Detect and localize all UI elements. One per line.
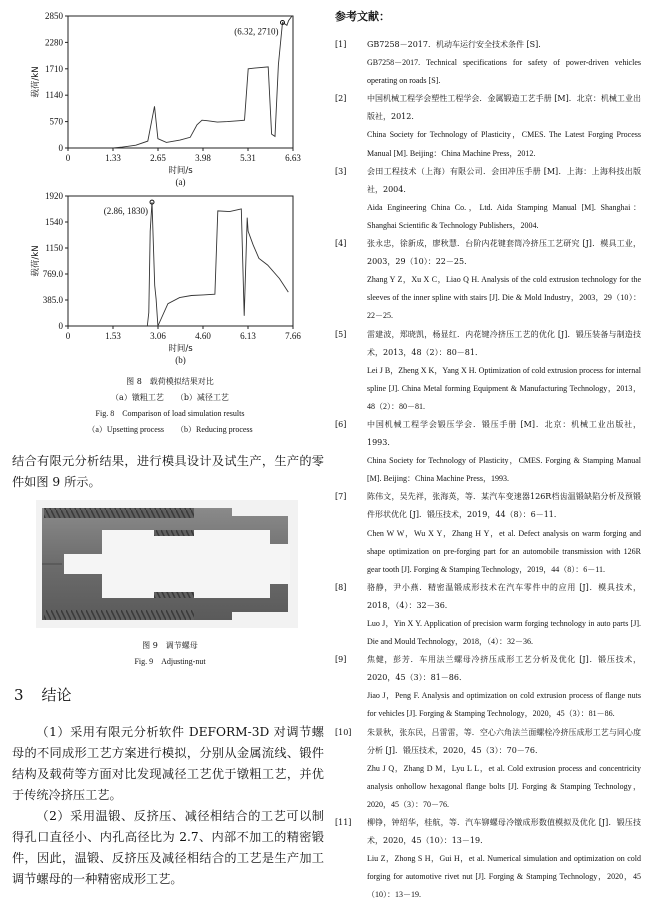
x-tick-label: 7.66: [285, 331, 301, 341]
reference-body: [367, 90, 641, 162]
reference-text-en: Zhu J Q，Zhang D M，Lyu L L，et al. Cold extrusion process and concentricity analysis onhollow hexagonal flange bolts [J]. Forging & Stamping Technology，2020，45（3）：70－76.: [367, 763, 641, 809]
reference-number: [8]: [335, 582, 347, 592]
reference-body: [367, 163, 641, 235]
reference-text-cn: 中国机械工程学会锻压学会．锻压手册 [M]．北京：机械工业出版社，1993．: [367, 419, 641, 448]
y-tick-label: 385.0: [42, 295, 63, 305]
reference-body: [367, 235, 641, 325]
reference-body: [367, 326, 641, 416]
reference-item: [335, 235, 641, 325]
reference-body: [367, 724, 641, 814]
reference-number: [4]: [335, 239, 347, 249]
y-tick-label: 1150: [45, 243, 63, 253]
references-list: [335, 36, 641, 905]
figure-8-subcaption-en: （a）Upsetting process （b）Reducing process: [87, 425, 253, 434]
reference-text-cn: 焦健，彭芳．车用法兰螺母冷挤压成形工艺分析及优化 [J]．锻压技术，2020，45（3）：81－86．: [367, 655, 641, 683]
reference-item: [335, 651, 641, 723]
figure-8-subcaption-cn: （a）镦粗工艺 （b）减径工艺: [111, 393, 229, 402]
subfigure-label: (b): [175, 355, 186, 365]
subfigure-label: (a): [175, 177, 186, 187]
chart-a-svg: [28, 8, 301, 187]
y-tick-label: 0: [58, 321, 63, 331]
reference-text-cn: 骆静，尹小燕．精密温锻成形技术在汽车零件中的应用 [J]．模具技术，2018，（4）：32－36．: [367, 582, 641, 610]
reference-text-cn: 陈伟文，吴先祥，张海英，等．某汽车变速器126R档齿温锻缺陷分析及预锻件形状优化 [J]．锻压技术，2019，44（8）：6－11．: [367, 492, 641, 520]
annotation-label: (6.32, 2710): [234, 26, 279, 37]
reference-text-cn: 会田工程技术（上海）有限公司．会田冲压手册 [M]．上海：上海科技出版社，2004．: [367, 166, 641, 194]
section-number: 3: [14, 686, 24, 704]
y-tick-label: 0: [58, 143, 63, 153]
reference-text-en: China Society for Technology of Plasticity，CMES. The Latest Forging Process Manual [M]. Beijing：China Machine Press，2012.: [367, 130, 641, 158]
y-tick-label: 570: [49, 116, 63, 127]
reference-number: [7]: [335, 492, 347, 502]
reference-body: [367, 651, 641, 723]
reference-item: [335, 326, 641, 416]
y-tick-label: 1140: [45, 90, 63, 101]
reference-text-cn: 朱景秋，张东民，吕雷雷，等．空心六角法兰面螺栓冷挤压成形工艺与同心度分析 [J]．锻压技术，2020，45（3）：70－76．: [367, 727, 641, 755]
x-tick-label: 3.06: [150, 331, 166, 341]
x-tick-label: 0: [65, 331, 71, 341]
reference-text-cn: 中国机械工程学会塑性工程学会．金属锻造工艺手册 [M]．北京：机械工业出版社，2012．: [367, 94, 641, 122]
reference-text-en: China Society for Technology of Plasticity，CMES. Forging & Stamping Manual [M]. Beijing：China Machine Press，1993.: [367, 456, 641, 484]
reference-number: [2]: [335, 94, 347, 104]
reference-item: [335, 579, 641, 651]
reference-text-en: Lei J B，Zheng X K，Yang X H. Optimization of cold extrusion process for internal spline [J]. China Metal forming Equipment & Manufacturing Technology，2013，48（2）：80－81.: [367, 365, 641, 411]
x-axis-label: 时间/s: [168, 166, 193, 176]
results-paragraph: 结合有限元分析结果，进行模具设计及试生产，生产的零件如图 9 所示。: [12, 454, 324, 489]
reference-item: [335, 416, 641, 488]
reference-body: [367, 814, 641, 904]
reference-item: [335, 163, 641, 235]
reference-text-en: Luo J，Yin X Y. Application of precision warm forging technology in auto parts [J]. Die and Mould Technology，2018，（4）：32－36.: [367, 619, 641, 647]
reference-text-en: Chen W W，Wu X Y，Zhang H Y，et al. Defect analysis on warm forging and shape optimization on pre-forging part for an automobile transmission with 126R gear tooth [J]. Forging & Stamping Technology，2019，44（8）：6－11.: [367, 528, 641, 574]
section-title: 结论: [41, 686, 72, 704]
x-tick-label: 2.65: [150, 153, 166, 163]
x-tick-label: 1.33: [105, 153, 121, 163]
x-tick-label: 4.60: [195, 331, 211, 341]
x-tick-label: 0: [65, 153, 71, 163]
figure-8b-chart: [28, 190, 301, 366]
reference-item: [335, 488, 641, 578]
reference-number: [3]: [335, 166, 347, 176]
adjusting-nut-photo: [36, 500, 298, 628]
x-tick-label: 1.53: [105, 331, 121, 341]
x-tick-label: 6.63: [285, 153, 301, 163]
reference-number: [6]: [335, 419, 347, 429]
reference-body: [367, 488, 641, 578]
figure-9-caption-en: Fig. 9 Adjusting-nut: [134, 657, 206, 666]
figure-8-caption-en: Fig. 8 Comparison of load simulation results: [95, 409, 245, 418]
reference-text-en: Liu Z，Zhong S H，Gui H，et al. Numerical simulation and optimization on cold forging for automotive rivet nut [J]. Forging & Stamping Technology，2020，45（10）：13－19.: [367, 854, 641, 900]
reference-text-cn: 张永忠，徐新成，廖秋慧．台阶内花键套筒冷挤压工艺研究 [J]．模具工业，2003，29（10）：22－25．: [367, 239, 641, 267]
adjusting-nut-image: [36, 500, 298, 628]
reference-text-en: GB7258－2017. Technical specifications for safety of power-driven vehicles operating on roads [S].: [367, 58, 641, 86]
reference-number: [10]: [335, 727, 352, 737]
reference-text-cn: 雷建波，郑晓凯，杨显红．内花键冷挤压工艺的优化 [J]．锻压装备与制造技术，2013，48（2）：80－81．: [367, 329, 641, 357]
reference-number: [9]: [335, 655, 347, 665]
conclusion-paragraph-1: （1）采用有限元分析软件 DEFORM-3D 对调节螺母的不同成形工艺方案进行模拟，分别从金属流线、锻件结构及载荷等方面对比发现减径工艺优于镦粗工艺，并优于传统冷挤压工艺。: [12, 725, 324, 802]
reference-text-en: Aida Engineering China Co.，Ltd. Aida Stamping Manual [M]. Shanghai：Shanghai Scientific & Technology Publishers，2004.: [367, 202, 641, 230]
y-tick-label: 2280: [45, 37, 63, 48]
x-tick-label: 5.31: [240, 153, 256, 163]
figure-8a-chart: [28, 8, 301, 187]
reference-item: [335, 36, 641, 90]
references-title: 参考文献：: [335, 10, 390, 23]
y-tick-label: 2850: [45, 11, 63, 21]
y-tick-label: 769.0: [42, 269, 63, 279]
chart-b-svg: [28, 190, 301, 366]
figure-9-caption-cn: 图 9 调节螺母: [142, 641, 198, 650]
reference-item: [335, 90, 641, 162]
reference-item: [335, 814, 641, 904]
plot-frame: [68, 196, 293, 326]
reference-item: [335, 724, 641, 814]
y-tick-label: 1710: [45, 63, 63, 74]
y-tick-label: 1540: [45, 217, 63, 227]
reference-text-en: Jiao J，Peng F. Analysis and optimization on cold extrusion process of flange nuts for vehicles [J]. Forging & Stamping Technology，2020，45（3）：81－86.: [367, 691, 641, 719]
reference-text-cn: GB7258－2017．机动车运行安全技术条件 [S]．: [367, 40, 547, 49]
section-3-heading: [14, 684, 90, 705]
reference-body: [367, 579, 641, 651]
reference-body: [367, 36, 641, 90]
series-line: [147, 202, 288, 326]
x-tick-label: 3.98: [195, 153, 211, 163]
figure-8-caption-cn: 图 8 载荷模拟结果对比: [126, 377, 214, 386]
reference-body: [367, 416, 641, 488]
y-axis-label: 载荷/kN: [31, 245, 41, 277]
y-axis-label: 载荷/kN: [31, 66, 41, 98]
x-axis-label: 时间/s: [168, 344, 193, 354]
reference-number: [11]: [335, 818, 352, 828]
conclusion-paragraph-2: （2）采用温锻、反挤压、减径相结合的工艺可以制得孔口直径小、内孔高径比为 2.7、内部不加工的精密锻件，因此，温锻、反挤压及减径相结合的工艺是生产加工调节螺母的一种精密成形工艺。: [12, 809, 324, 886]
reference-number: [5]: [335, 329, 347, 339]
annotation-label: (2.86, 1830): [103, 206, 149, 217]
reference-text-en: Zhang Y Z，Xu X C，Liao Q H. Analysis of the cold extrusion technology for the sleeves of the inner spline with stairs [J]. Die & Mold Industry，2003，29（10）：22－25.: [367, 275, 641, 321]
x-tick-label: 6.13: [240, 331, 256, 341]
y-tick-label: 1920: [45, 191, 63, 201]
reference-number: [1]: [335, 40, 347, 49]
reference-text-cn: 柳铮，钟绍华，桂航，等．汽车铆螺母冷镦成形数值模拟及优化 [J]．锻压技术，2020，45（10）：13－19．: [367, 818, 641, 846]
